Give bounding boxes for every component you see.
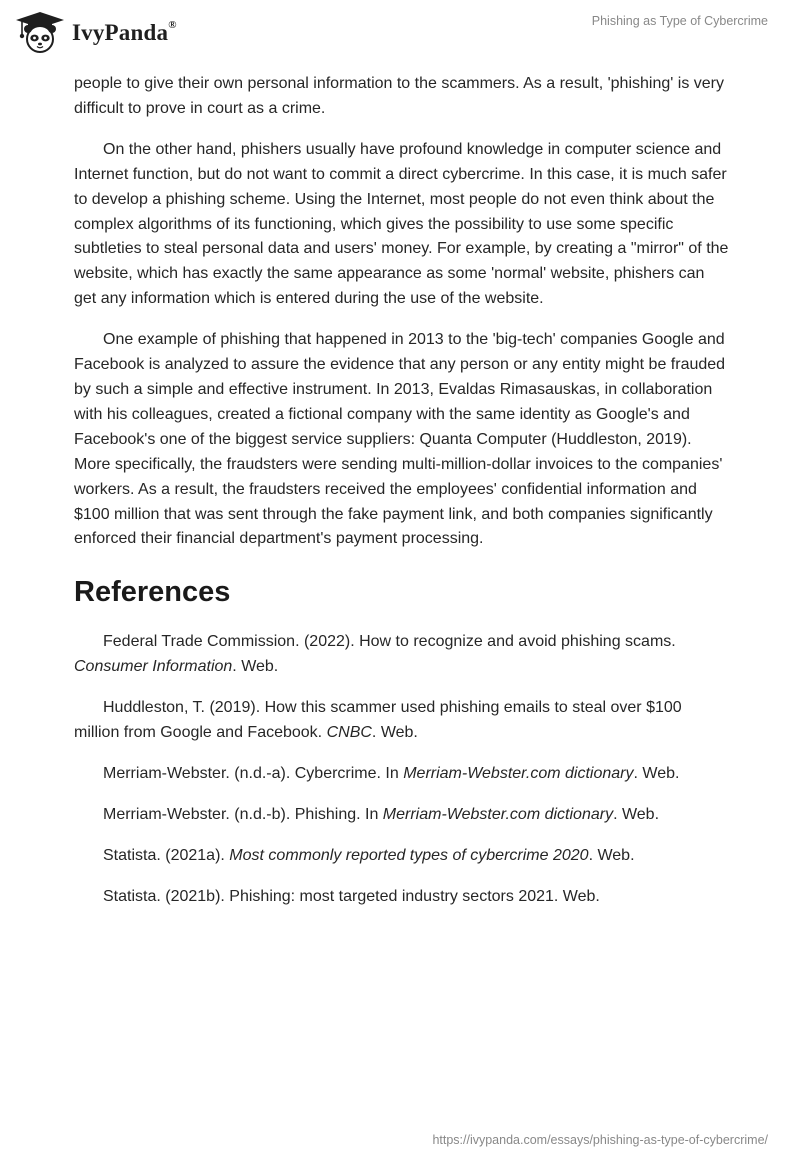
panda-graduate-icon (14, 10, 66, 54)
reference-item: Merriam-Webster. (n.d.-b). Phishing. In Merriam-Webster.com dictionary. Web. (103, 805, 660, 823)
reference-item: Merriam-Webster. (n.d.-a). Cybercrime. In Merriam-Webster.com dictionary. Web. (103, 764, 680, 782)
registered-mark: ® (168, 19, 177, 32)
references-heading: References (74, 576, 231, 609)
reference-item: Statista. (2021a). Most commonly reported types of cybercrime 2020. Web. (103, 846, 635, 864)
brand-name: IvyPanda® (72, 19, 177, 45)
paragraph: people to give their own personal information to the scammers. As a result, 'phishing' is very difficult to prove in court as a crime. (74, 75, 724, 117)
document-title: Phishing as Type of Cybercrime (591, 14, 768, 28)
reference-item: Huddleston, T. (2019). How this scammer used phishing emails to steal over $100 million from Google and Facebook. CNBC. Web. (74, 699, 682, 742)
paragraph: One example of phishing that happened in 2013 to the 'big-tech' companies Google and Facebook is analyzed to assure the evidence that any person or any entity might be frauded by such a simple and effective instrument. In 2013, Evaldas Rimasauskas, in collaboration with his colleagues, created a fictional company with the same identity as Google's and Facebook's one of the biggest service suppliers: Quanta Computer (Huddleston, 2019). More specifically, the fraudsters were sending multi-million-dollar invoices to the companies' workers. As a result, the fraudsters received the employees' confidential information and $100 million that was sent through the fake payment link, and both companies significantly enforced their financial department's payment processing. (74, 331, 726, 548)
source-url[interactable]: https://ivypanda.com/essays/phishing-as-type-of-cybercrime/ (432, 1133, 768, 1147)
reference-item: Federal Trade Commission. (2022). How to recognize and avoid phishing scams. Consumer Information. Web. (74, 633, 676, 676)
paragraph: On the other hand, phishers usually have profound knowledge in computer science and Internet function, but do not want to commit a direct cybercrime. In this case, it is much safer to develop a phishing scheme. Using the Internet, most people do not even think about the complex algorithms of its functioning, which gives the possibility to use some specific subtleties to steal personal data and users' money. For example, by creating a "mirror" of the website, which has exactly the same appearance as some 'normal' website, phishers can get any information which is entered during the use of the website. (74, 140, 729, 308)
essay-body (74, 72, 730, 926)
reference-item: Statista. (2021b). Phishing: most targeted industry sectors 2021. Web. (103, 887, 600, 905)
brand-logo[interactable] (14, 10, 177, 54)
